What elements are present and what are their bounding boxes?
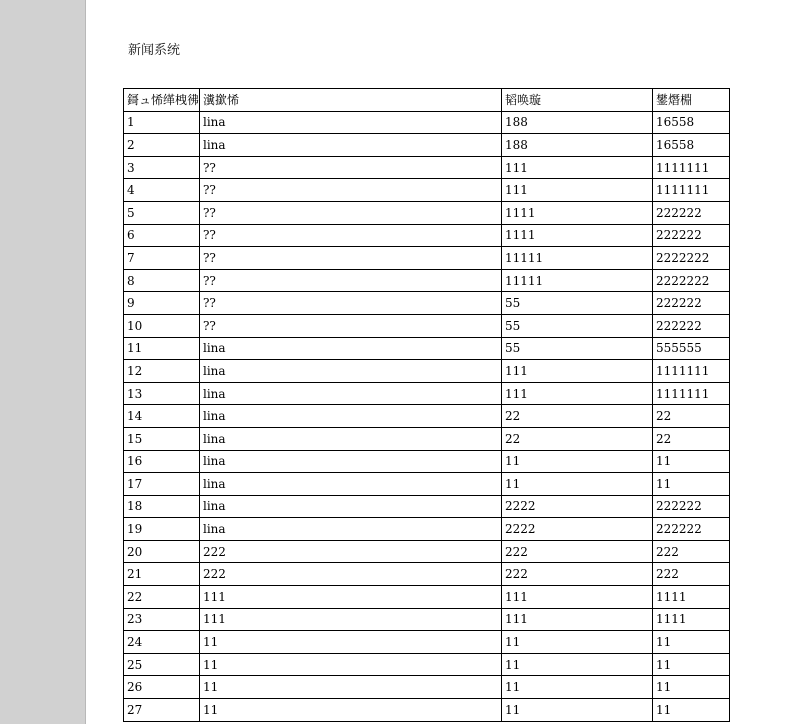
cell-name: ?? xyxy=(200,247,502,270)
cell-idcard: 1111 xyxy=(502,224,653,247)
cell-birthday: 222 xyxy=(653,540,730,563)
cell-name: lina xyxy=(200,518,502,541)
cell-id: 5 xyxy=(124,201,200,224)
table-row xyxy=(124,111,730,134)
cell-birthday: 222222 xyxy=(653,518,730,541)
table-row xyxy=(124,292,730,315)
cell-name: lina xyxy=(200,495,502,518)
cell-idcard: 22 xyxy=(502,405,653,428)
cell-name: 11 xyxy=(200,653,502,676)
table-row xyxy=(124,269,730,292)
table-row xyxy=(124,473,730,496)
cell-name: lina xyxy=(200,337,502,360)
cell-idcard: 2222 xyxy=(502,518,653,541)
cell-id: 7 xyxy=(124,247,200,270)
cell-birthday: 11 xyxy=(653,473,730,496)
cell-id: 14 xyxy=(124,405,200,428)
page-title: 新闻系统 xyxy=(128,43,181,58)
cell-birthday: 16558 xyxy=(653,134,730,157)
cell-idcard: 11 xyxy=(502,450,653,473)
cell-name: lina xyxy=(200,134,502,157)
cell-birthday: 555555 xyxy=(653,337,730,360)
cell-name: ?? xyxy=(200,269,502,292)
cell-id: 27 xyxy=(124,699,200,722)
table-row xyxy=(124,676,730,699)
cell-name: lina xyxy=(200,427,502,450)
table-row xyxy=(124,450,730,473)
cell-id: 6 xyxy=(124,224,200,247)
cell-idcard: 188 xyxy=(502,111,653,134)
cell-id: 21 xyxy=(124,563,200,586)
cell-idcard: 11 xyxy=(502,653,653,676)
cell-birthday: 1111111 xyxy=(653,360,730,383)
cell-birthday: 222222 xyxy=(653,201,730,224)
cell-id: 9 xyxy=(124,292,200,315)
cell-id: 22 xyxy=(124,586,200,609)
cell-birthday: 222222 xyxy=(653,495,730,518)
cell-idcard: 111 xyxy=(502,382,653,405)
table-row xyxy=(124,699,730,722)
document-page xyxy=(86,0,801,724)
cell-id: 20 xyxy=(124,540,200,563)
cell-birthday: 11 xyxy=(653,631,730,654)
table-row xyxy=(124,427,730,450)
cell-birthday: 1111 xyxy=(653,586,730,609)
cell-name: ?? xyxy=(200,179,502,202)
cell-idcard: 11 xyxy=(502,473,653,496)
cell-id: 1 xyxy=(124,111,200,134)
cell-name: ?? xyxy=(200,201,502,224)
cell-id: 25 xyxy=(124,653,200,676)
cell-birthday: 222 xyxy=(653,563,730,586)
table-row xyxy=(124,134,730,157)
table-body xyxy=(124,111,730,721)
cell-id: 24 xyxy=(124,631,200,654)
cell-id: 13 xyxy=(124,382,200,405)
cell-idcard: 188 xyxy=(502,134,653,157)
table-row xyxy=(124,382,730,405)
cell-id: 8 xyxy=(124,269,200,292)
cell-name: lina xyxy=(200,405,502,428)
cell-id: 23 xyxy=(124,608,200,631)
cell-name: lina xyxy=(200,360,502,383)
cell-birthday: 1111 xyxy=(653,608,730,631)
cell-idcard: 222 xyxy=(502,563,653,586)
cell-idcard: 55 xyxy=(502,337,653,360)
column-header-birthday: 鐢熸棩 xyxy=(653,89,730,112)
cell-id: 16 xyxy=(124,450,200,473)
cell-id: 3 xyxy=(124,156,200,179)
cell-name: lina xyxy=(200,111,502,134)
cell-idcard: 11 xyxy=(502,631,653,654)
cell-birthday: 22 xyxy=(653,405,730,428)
cell-idcard: 11 xyxy=(502,699,653,722)
cell-idcard: 111 xyxy=(502,586,653,609)
cell-idcard: 222 xyxy=(502,540,653,563)
cell-name: lina xyxy=(200,382,502,405)
cell-idcard: 111 xyxy=(502,360,653,383)
cell-id: 19 xyxy=(124,518,200,541)
cell-idcard: 55 xyxy=(502,292,653,315)
cell-birthday: 11 xyxy=(653,653,730,676)
table-row xyxy=(124,314,730,337)
table-row xyxy=(124,563,730,586)
cell-name: 11 xyxy=(200,699,502,722)
cell-idcard: 11111 xyxy=(502,247,653,270)
cell-birthday: 1111111 xyxy=(653,382,730,405)
cell-name: 111 xyxy=(200,608,502,631)
cell-birthday: 2222222 xyxy=(653,247,730,270)
news-table xyxy=(123,88,730,722)
cell-idcard: 55 xyxy=(502,314,653,337)
cell-birthday: 16558 xyxy=(653,111,730,134)
column-header-name: 瀵撳悕 xyxy=(200,89,502,112)
cell-name: lina xyxy=(200,473,502,496)
table-row xyxy=(124,360,730,383)
cell-name: ?? xyxy=(200,292,502,315)
cell-name: ?? xyxy=(200,156,502,179)
cell-name: 111 xyxy=(200,586,502,609)
cell-id: 12 xyxy=(124,360,200,383)
cell-birthday: 22 xyxy=(653,427,730,450)
table-row xyxy=(124,631,730,654)
cell-birthday: 1111111 xyxy=(653,156,730,179)
cell-birthday: 2222222 xyxy=(653,269,730,292)
cell-id: 2 xyxy=(124,134,200,157)
cell-id: 4 xyxy=(124,179,200,202)
cell-id: 18 xyxy=(124,495,200,518)
cell-name: 222 xyxy=(200,540,502,563)
cell-name: ?? xyxy=(200,314,502,337)
cell-birthday: 1111111 xyxy=(653,179,730,202)
table-row xyxy=(124,653,730,676)
cell-idcard: 1111 xyxy=(502,201,653,224)
cell-birthday: 11 xyxy=(653,699,730,722)
table-row xyxy=(124,540,730,563)
cell-id: 11 xyxy=(124,337,200,360)
cell-idcard: 111 xyxy=(502,156,653,179)
cell-birthday: 222222 xyxy=(653,314,730,337)
cell-idcard: 22 xyxy=(502,427,653,450)
cell-idcard: 111 xyxy=(502,179,653,202)
table-row xyxy=(124,201,730,224)
cell-idcard: 111 xyxy=(502,608,653,631)
cell-name: ?? xyxy=(200,224,502,247)
cell-idcard: 2222 xyxy=(502,495,653,518)
table-row xyxy=(124,337,730,360)
cell-name: 11 xyxy=(200,676,502,699)
cell-birthday: 11 xyxy=(653,676,730,699)
cell-idcard: 11111 xyxy=(502,269,653,292)
table-row xyxy=(124,405,730,428)
column-header-idcard: 韬唤璇 xyxy=(502,89,653,112)
table-row xyxy=(124,247,730,270)
table-row xyxy=(124,179,730,202)
cell-name: 222 xyxy=(200,563,502,586)
cell-idcard: 11 xyxy=(502,676,653,699)
cell-birthday: 11 xyxy=(653,450,730,473)
table-row xyxy=(124,518,730,541)
cell-id: 17 xyxy=(124,473,200,496)
cell-name: 11 xyxy=(200,631,502,654)
table-row xyxy=(124,224,730,247)
table-header-row xyxy=(124,89,730,112)
cell-birthday: 222222 xyxy=(653,224,730,247)
table-row xyxy=(124,156,730,179)
cell-id: 15 xyxy=(124,427,200,450)
cell-id: 10 xyxy=(124,314,200,337)
table-row xyxy=(124,608,730,631)
cell-id: 26 xyxy=(124,676,200,699)
table-row xyxy=(124,495,730,518)
table-row xyxy=(124,586,730,609)
column-header-id: 鎶ュ悕缂栧彿 xyxy=(124,89,200,112)
cell-name: lina xyxy=(200,450,502,473)
cell-birthday: 222222 xyxy=(653,292,730,315)
